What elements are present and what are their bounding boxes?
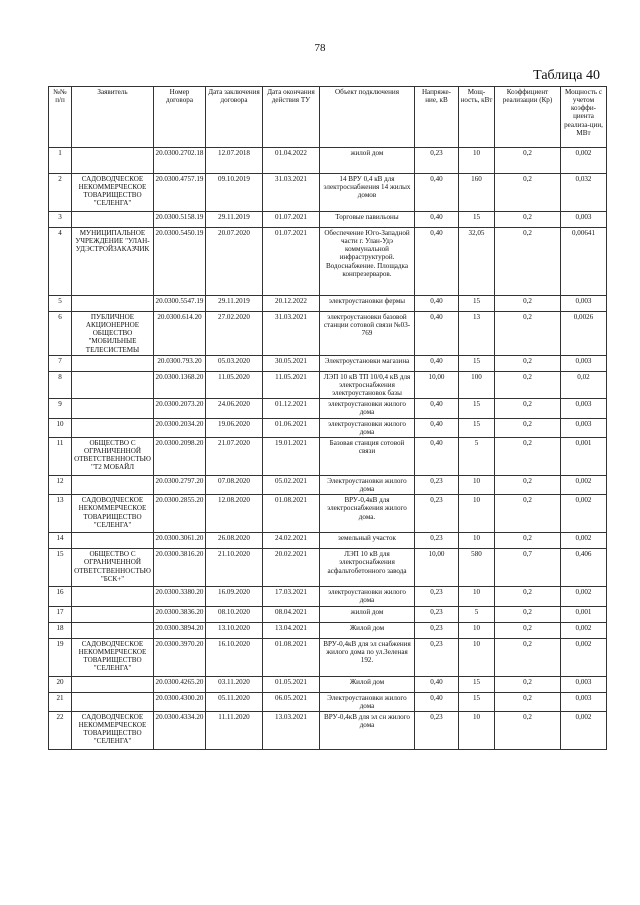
cell-object: земельный участок [320, 533, 415, 549]
cell-contract: 20.0300.3380.20 [154, 587, 206, 606]
cell-voltage: 0,40 [415, 228, 459, 296]
cell-contract-date: 27.02.2020 [206, 312, 263, 356]
cell-voltage: 0,40 [415, 437, 459, 475]
cell-voltage: 0,40 [415, 676, 459, 692]
cell-end-date: 20.12.2022 [263, 296, 320, 312]
cell-number: 6 [49, 312, 72, 356]
cell-applicant: САДОВОДЧЕСКОЕ НЕКОММЕРЧЕСКОЕ ТОВАРИЩЕСТВО "СЕЛЕНГА" [72, 495, 154, 533]
cell-power: 5 [459, 606, 495, 622]
cell-voltage: 0,23 [415, 495, 459, 533]
cell-end-date: 01.04.2022 [263, 148, 320, 174]
table-row [49, 418, 607, 437]
cell-end-date: 19.01.2021 [263, 437, 320, 475]
table-row [49, 622, 607, 638]
cell-voltage: 0,40 [415, 418, 459, 437]
cell-power: 10 [459, 475, 495, 494]
cell-contract: 20.0300.4334.20 [154, 711, 206, 749]
cell-end-date: 01.06.2021 [263, 418, 320, 437]
cell-applicant [72, 148, 154, 174]
cell-kr: 0,2 [495, 606, 561, 622]
cell-voltage: 0,23 [415, 638, 459, 676]
cell-contract-date: 19.06.2020 [206, 418, 263, 437]
cell-end-date: 01.07.2021 [263, 228, 320, 296]
table-row [49, 399, 607, 418]
cell-contract-date: 21.07.2020 [206, 437, 263, 475]
cell-contract: 20.0300.5547.19 [154, 296, 206, 312]
table-row [49, 228, 607, 296]
cell-object: ЛЭП 10 кВ для электроснабжения асфальтобетонного завода [320, 549, 415, 587]
cell-kr: 0,2 [495, 587, 561, 606]
cell-object: Электроустановки жилого дома [320, 475, 415, 494]
cell-kr: 0,2 [495, 296, 561, 312]
cell-applicant [72, 676, 154, 692]
cell-contract-date: 09.10.2019 [206, 174, 263, 212]
cell-power-mw: 0,003 [561, 399, 607, 418]
cell-power: 15 [459, 418, 495, 437]
cell-applicant [72, 371, 154, 398]
cell-power-mw: 0,003 [561, 418, 607, 437]
cell-object: жилой дом [320, 148, 415, 174]
cell-contract: 20.0300.4757.19 [154, 174, 206, 212]
cell-number: 7 [49, 355, 72, 371]
cell-power: 15 [459, 355, 495, 371]
cell-contract: 20.0300.3836.20 [154, 606, 206, 622]
cell-end-date: 11.05.2021 [263, 371, 320, 398]
cell-voltage: 0,40 [415, 174, 459, 212]
cell-contract-date: 11.11.2020 [206, 711, 263, 749]
cell-power: 13 [459, 312, 495, 356]
cell-power-mw: 0,002 [561, 148, 607, 174]
cell-contract: 20.0300.3061.20 [154, 533, 206, 549]
cell-kr: 0,2 [495, 676, 561, 692]
table-row [49, 312, 607, 356]
cell-contract-date: 29.11.2019 [206, 212, 263, 228]
cell-power-mw: 0,002 [561, 711, 607, 749]
cell-object: ВРУ-0,4кВ для электроснабжения жилого дома. [320, 495, 415, 533]
cell-end-date: 01.07.2021 [263, 212, 320, 228]
cell-contract: 20.0300.2073.20 [154, 399, 206, 418]
cell-applicant [72, 692, 154, 711]
cell-kr: 0,2 [495, 399, 561, 418]
cell-contract: 20.0300.2098.20 [154, 437, 206, 475]
cell-object: Электроустановки жилого дома [320, 692, 415, 711]
cell-contract-date: 12.08.2020 [206, 495, 263, 533]
cell-voltage: 0,23 [415, 711, 459, 749]
cell-contract: 20.0300.4265.20 [154, 676, 206, 692]
header-power: Мощ-ность, кВт [459, 87, 495, 148]
cell-kr: 0,2 [495, 148, 561, 174]
cell-power-mw: 0,003 [561, 692, 607, 711]
cell-contract: 20.0300.5450.19 [154, 228, 206, 296]
cell-end-date: 17.03.2021 [263, 587, 320, 606]
table-row [49, 606, 607, 622]
cell-contract-date: 11.05.2020 [206, 371, 263, 398]
cell-contract: 20.0300.614.20 [154, 312, 206, 356]
cell-kr: 0,2 [495, 312, 561, 356]
cell-voltage: 0,40 [415, 212, 459, 228]
table-row [49, 587, 607, 606]
cell-applicant [72, 355, 154, 371]
cell-number: 2 [49, 174, 72, 212]
cell-number: 17 [49, 606, 72, 622]
connections-table [48, 86, 607, 750]
table-row [49, 371, 607, 398]
cell-applicant: МУНИЦИПАЛЬНОЕ УЧРЕЖДЕНИЕ "УЛАН-УДЭСТРОЙЗАКАЗЧИК [72, 228, 154, 296]
cell-end-date: 01.12.2021 [263, 399, 320, 418]
cell-voltage: 0,40 [415, 312, 459, 356]
cell-kr: 0,2 [495, 495, 561, 533]
cell-object: Базовая станция сотовой связи [320, 437, 415, 475]
cell-power: 10 [459, 638, 495, 676]
cell-power-mw: 0,003 [561, 355, 607, 371]
cell-power-mw: 0,003 [561, 676, 607, 692]
cell-end-date: 31.03.2021 [263, 174, 320, 212]
cell-contract-date: 16.10.2020 [206, 638, 263, 676]
cell-power-mw: 0,003 [561, 296, 607, 312]
cell-applicant [72, 212, 154, 228]
cell-power: 10 [459, 587, 495, 606]
cell-contract-date: 12.07.2018 [206, 148, 263, 174]
cell-number: 10 [49, 418, 72, 437]
cell-end-date: 30.05.2021 [263, 355, 320, 371]
cell-power-mw: 0,032 [561, 174, 607, 212]
cell-contract-date: 03.11.2020 [206, 676, 263, 692]
cell-applicant: ОБЩЕСТВО С ОГРАНИЧЕННОЙ ОТВЕТСТВЕННОСТЬЮ "БСК+" [72, 549, 154, 587]
cell-applicant: ПУБЛИЧНОЕ АКЦИОНЕРНОЕ ОБЩЕСТВО "МОБИЛЬНЫЕ ТЕЛЕСИСТЕМЫ [72, 312, 154, 356]
cell-object: жилой дом [320, 606, 415, 622]
cell-power: 100 [459, 371, 495, 398]
cell-object: ЛЭП 10 кВ ТП 10/0,4 кВ для электроснабжения электроустановок базы [320, 371, 415, 398]
cell-applicant [72, 475, 154, 494]
cell-end-date: 20.02.2021 [263, 549, 320, 587]
cell-kr: 0,2 [495, 371, 561, 398]
cell-power-mw: 0,002 [561, 475, 607, 494]
cell-contract-date: 16.09.2020 [206, 587, 263, 606]
cell-power-mw: 0,001 [561, 606, 607, 622]
cell-kr: 0,2 [495, 174, 561, 212]
table-row [49, 212, 607, 228]
table-row [49, 437, 607, 475]
cell-number: 8 [49, 371, 72, 398]
cell-end-date: 08.04.2021 [263, 606, 320, 622]
table-row [49, 676, 607, 692]
cell-applicant [72, 587, 154, 606]
cell-applicant: САДОВОДЧЕСКОЕ НЕКОММЕРЧЕСКОЕ ТОВАРИЩЕСТВО "СЕЛЕНГА" [72, 174, 154, 212]
cell-kr: 0,2 [495, 622, 561, 638]
cell-kr: 0,2 [495, 475, 561, 494]
table-caption: Таблица 40 [533, 68, 600, 83]
cell-number: 12 [49, 475, 72, 494]
cell-applicant: САДОВОДЧЕСКОЕ НЕКОММЕРЧЕСКОЕ ТОВАРИЩЕСТВО "СЕЛЕНГА" [72, 711, 154, 749]
cell-applicant: САДОВОДЧЕСКОЕ НЕКОММЕРЧЕСКОЕ ТОВАРИЩЕСТВО "СЕЛЕНГА" [72, 638, 154, 676]
cell-number: 16 [49, 587, 72, 606]
cell-power: 15 [459, 692, 495, 711]
table-row [49, 495, 607, 533]
cell-object: Жилой дом [320, 676, 415, 692]
cell-number: 3 [49, 212, 72, 228]
cell-power: 15 [459, 212, 495, 228]
cell-power-mw: 0,002 [561, 622, 607, 638]
cell-number: 22 [49, 711, 72, 749]
cell-power: 580 [459, 549, 495, 587]
cell-voltage: 0,23 [415, 148, 459, 174]
cell-contract-date: 24.06.2020 [206, 399, 263, 418]
cell-applicant [72, 418, 154, 437]
cell-voltage: 0,23 [415, 587, 459, 606]
page-number: 78 [314, 42, 326, 54]
cell-number: 5 [49, 296, 72, 312]
cell-end-date: 01.08.2021 [263, 495, 320, 533]
cell-contract-date: 08.10.2020 [206, 606, 263, 622]
table-header-row [49, 87, 607, 148]
table-row [49, 475, 607, 494]
cell-kr: 0,2 [495, 418, 561, 437]
cell-number: 21 [49, 692, 72, 711]
cell-contract-date: 13.10.2020 [206, 622, 263, 638]
cell-contract: 20.0300.3970.20 [154, 638, 206, 676]
cell-object: электроустановки жилого дома [320, 587, 415, 606]
cell-kr: 0,2 [495, 355, 561, 371]
cell-object: Электроустановки магазина [320, 355, 415, 371]
cell-voltage: 0,40 [415, 355, 459, 371]
header-power-mw: Мощность с учетом коэффи-циента реализа-ции, МВт [561, 87, 607, 148]
cell-number: 4 [49, 228, 72, 296]
table-row [49, 692, 607, 711]
cell-number: 13 [49, 495, 72, 533]
cell-power: 15 [459, 296, 495, 312]
cell-applicant [72, 399, 154, 418]
cell-number: 18 [49, 622, 72, 638]
cell-kr: 0,2 [495, 533, 561, 549]
cell-applicant [72, 296, 154, 312]
cell-end-date: 05.02.2021 [263, 475, 320, 494]
cell-power: 10 [459, 495, 495, 533]
cell-number: 9 [49, 399, 72, 418]
cell-power-mw: 0,001 [561, 437, 607, 475]
cell-voltage: 0,23 [415, 475, 459, 494]
cell-object: Жилой дом [320, 622, 415, 638]
cell-kr: 0,2 [495, 437, 561, 475]
cell-end-date: 24.02.2021 [263, 533, 320, 549]
cell-voltage: 0,40 [415, 296, 459, 312]
cell-object: 14 ВРУ 0,4 кВ для электроснабжения 14 жилых домов [320, 174, 415, 212]
cell-end-date: 13.03.2021 [263, 711, 320, 749]
header-object: Объект подключения [320, 87, 415, 148]
cell-voltage: 0,40 [415, 399, 459, 418]
cell-object: Торговые павильоны [320, 212, 415, 228]
cell-contract: 20.0300.2034.20 [154, 418, 206, 437]
cell-number: 20 [49, 676, 72, 692]
cell-kr: 0,2 [495, 212, 561, 228]
cell-object: электроустановки фермы [320, 296, 415, 312]
cell-contract-date: 05.03.2020 [206, 355, 263, 371]
cell-object: ВРУ-0,4кВ для эл сн жилого дома [320, 711, 415, 749]
cell-applicant [72, 622, 154, 638]
cell-kr: 0,2 [495, 692, 561, 711]
cell-power: 5 [459, 437, 495, 475]
header-voltage: Напряже-ние, кВ [415, 87, 459, 148]
cell-end-date: 06.05.2021 [263, 692, 320, 711]
cell-object: ВРУ-0,4кВ для эл снабжения жилого дома по ул.Зеленая 192. [320, 638, 415, 676]
cell-object: электроустановки жилого дома [320, 399, 415, 418]
cell-power-mw: 0,002 [561, 587, 607, 606]
table-row [49, 533, 607, 549]
cell-end-date: 31.03.2021 [263, 312, 320, 356]
cell-kr: 0,2 [495, 638, 561, 676]
header-end-date: Дата окончания действия ТУ [263, 87, 320, 148]
cell-power-mw: 0,0026 [561, 312, 607, 356]
cell-number: 19 [49, 638, 72, 676]
table-row [49, 148, 607, 174]
cell-power-mw: 0,002 [561, 533, 607, 549]
cell-contract: 20.0300.2797.20 [154, 475, 206, 494]
cell-power: 10 [459, 533, 495, 549]
header-contract-date: Дата заключения договора [206, 87, 263, 148]
cell-power-mw: 0,406 [561, 549, 607, 587]
table-row [49, 549, 607, 587]
cell-applicant: ОБЩЕСТВО С ОГРАНИЧЕННОЙ ОТВЕТСТВЕННОСТЬЮ "Т2 МОБАЙЛ [72, 437, 154, 475]
cell-contract-date: 20.07.2020 [206, 228, 263, 296]
cell-object: Обеспечение Юго-Западной части г. Улан-Удэ коммунальной инфраструктурой. Водоснабжение. Площадка конпрезерваров. [320, 228, 415, 296]
cell-kr: 0,2 [495, 228, 561, 296]
cell-kr: 0,2 [495, 711, 561, 749]
cell-power: 32,05 [459, 228, 495, 296]
cell-contract-date: 26.08.2020 [206, 533, 263, 549]
cell-contract: 20.0300.3816.20 [154, 549, 206, 587]
cell-power: 10 [459, 148, 495, 174]
cell-contract: 20.0300.1368.20 [154, 371, 206, 398]
cell-contract-date: 29.11.2019 [206, 296, 263, 312]
cell-voltage: 0,23 [415, 622, 459, 638]
cell-power-mw: 0,02 [561, 371, 607, 398]
cell-power-mw: 0,00641 [561, 228, 607, 296]
cell-contract: 20.0300.4300.20 [154, 692, 206, 711]
cell-power: 15 [459, 676, 495, 692]
header-applicant: Заявитель [72, 87, 154, 148]
cell-kr: 0,7 [495, 549, 561, 587]
cell-power-mw: 0,002 [561, 495, 607, 533]
header-number: №№ п/п [49, 87, 72, 148]
cell-contract: 20.0300.2855.20 [154, 495, 206, 533]
cell-power-mw: 0,003 [561, 212, 607, 228]
cell-power: 160 [459, 174, 495, 212]
cell-power-mw: 0,002 [561, 638, 607, 676]
cell-voltage: 0,40 [415, 692, 459, 711]
cell-power: 10 [459, 622, 495, 638]
cell-applicant [72, 533, 154, 549]
cell-voltage: 10,00 [415, 549, 459, 587]
table-row [49, 296, 607, 312]
cell-contract-date: 21.10.2020 [206, 549, 263, 587]
cell-end-date: 13.04.2021 [263, 622, 320, 638]
cell-end-date: 01.08.2021 [263, 638, 320, 676]
table-row [49, 174, 607, 212]
cell-contract: 20.0300.793.20 [154, 355, 206, 371]
cell-applicant [72, 606, 154, 622]
cell-power: 10 [459, 711, 495, 749]
header-kr: Коэффициент реализации (Кр) [495, 87, 561, 148]
cell-contract-date: 07.08.2020 [206, 475, 263, 494]
cell-object: электроустановки базовой станции сотовой связи №03-769 [320, 312, 415, 356]
cell-number: 1 [49, 148, 72, 174]
cell-number: 14 [49, 533, 72, 549]
table-row [49, 638, 607, 676]
header-contract: Номер договора [154, 87, 206, 148]
cell-contract-date: 05.11.2020 [206, 692, 263, 711]
cell-number: 11 [49, 437, 72, 475]
table-row [49, 711, 607, 749]
cell-power: 15 [459, 399, 495, 418]
cell-number: 15 [49, 549, 72, 587]
cell-voltage: 10,00 [415, 371, 459, 398]
cell-voltage: 0,23 [415, 533, 459, 549]
table-row [49, 355, 607, 371]
cell-voltage: 0,23 [415, 606, 459, 622]
cell-contract: 20.0300.2702.18 [154, 148, 206, 174]
cell-end-date: 01.05.2021 [263, 676, 320, 692]
cell-contract: 20.0300.5158.19 [154, 212, 206, 228]
cell-contract: 20.0300.3894.20 [154, 622, 206, 638]
cell-object: электроустановки жилого дома [320, 418, 415, 437]
